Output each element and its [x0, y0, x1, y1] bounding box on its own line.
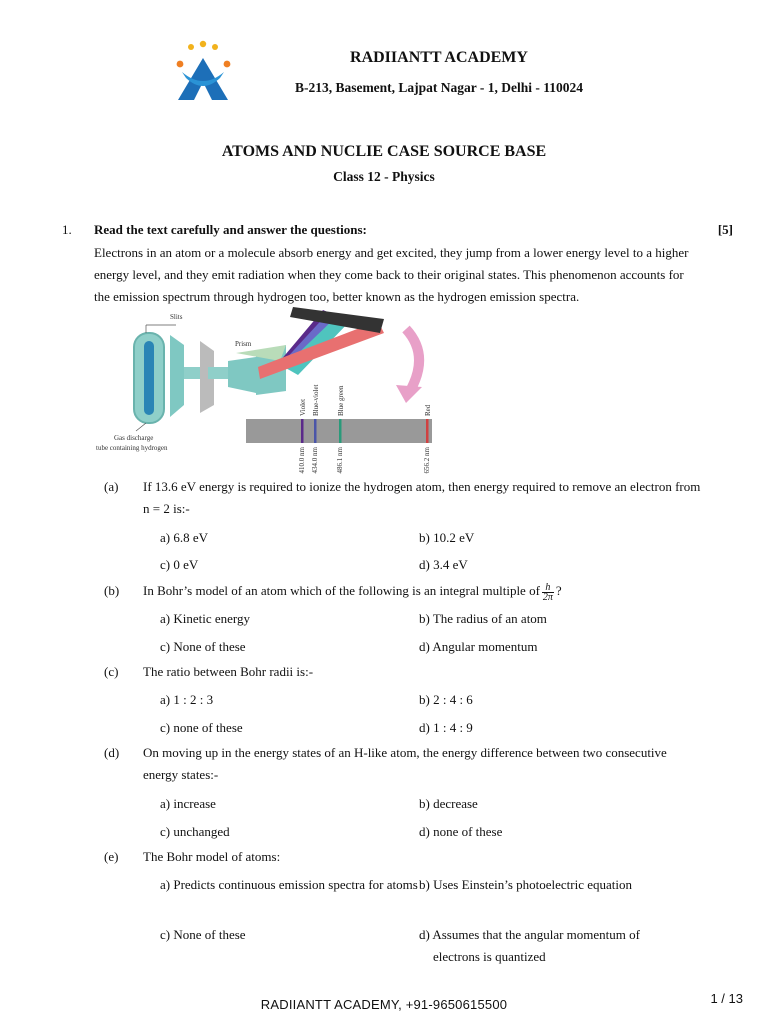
option-b: b) 2 : 4 : 6 [419, 692, 473, 707]
spectral-line-wavelength: 486.1 nm [336, 447, 344, 474]
spectral-line-wavelength: 434.0 nm [311, 447, 319, 474]
option-d: d) Angular momentum [419, 639, 538, 654]
subquestion-text-part: In Bohr’s model of an atom which of the following is an integral multiple of [143, 583, 540, 598]
option-d: d) none of these [419, 824, 503, 839]
hydrogen-spectrum-diagram [88, 305, 438, 477]
slits-label: Slits [170, 313, 183, 321]
option-a: a) Predicts continuous emission spectra for atoms [160, 877, 418, 892]
subquestion-label: (c) [104, 664, 119, 679]
question-number: 1. [62, 222, 72, 237]
subquestion-label: (b) [104, 583, 120, 598]
option-a: a) 1 : 2 : 3 [160, 692, 214, 707]
spectral-line-name: Violet [299, 398, 307, 416]
page-number: 1 / 13 [710, 991, 743, 1006]
subquestion-text: In Bohr’s model of an atom which of the following is an integral multiple of $\frac{h}{2\pi}$ ? [143, 581, 562, 603]
subquestion-text: The Bohr model of atoms: [143, 849, 281, 864]
prism-label: Prism [235, 340, 252, 348]
question-passage: Electrons in an atom or a molecule absorb energy and get excited, they jump from a lower energy level to a higher energy level, and they emit radiation when they come back to their original states. This phenomenon accounts for the emission spectrum through hydrogen too, better known as the hydrogen emission spectra. [94, 245, 689, 304]
option-d: d) Assumes that the angular momentum of electrons is quantized [419, 927, 640, 964]
option-d: d) 3.4 eV [419, 557, 468, 572]
option-c: c) unchanged [160, 824, 230, 839]
subquestion-label: (e) [104, 849, 119, 864]
document-subtitle: Class 12 - Physics [333, 169, 435, 184]
option-c: c) None of these [160, 639, 246, 654]
footer-contact: RADIIANTT ACADEMY, +91-9650615500 [260, 997, 508, 1012]
document-title: ATOMS AND NUCLIE CASE SOURCE BASE [221, 143, 547, 160]
option-a: a) Kinetic energy [160, 611, 250, 626]
institute-name: RADIIANTT ACADEMY [350, 49, 528, 66]
option-b: b) Uses Einstein’s photoelectric equation [419, 877, 633, 892]
option-b: b) 10.2 eV [419, 530, 475, 545]
option-c: c) None of these [160, 927, 246, 942]
question-instruction: Read the text carefully and answer the questions: [94, 222, 367, 237]
option-c: c) 0 eV [160, 557, 199, 572]
subquestion-text: If 13.6 eV energy is required to ionize the hydrogen atom, then energy required to remove an electron from n = 2 is:- [143, 479, 701, 516]
spectral-line-wavelength: 656.2 nm [423, 447, 431, 474]
option-b: b) The radius of an atom [419, 611, 547, 626]
option-d: d) 1 : 4 : 9 [419, 720, 473, 735]
subquestion-label: (d) [104, 745, 120, 760]
h-over-2pi-fraction: $\frac{h}{2\pi}$ [542, 581, 553, 603]
tube-label-2: tube containing hydrogen [96, 444, 168, 452]
tube-label-1: Gas discharge [114, 434, 154, 442]
institute-address: B-213, Basement, Lajpat Nagar - 1, Delhi - 110024 [294, 80, 584, 95]
option-a: a) increase [160, 796, 216, 811]
question-marks: [5] [717, 222, 733, 237]
spectral-line-name: Blue green [337, 385, 345, 416]
spectral-line-wavelength: 410.0 nm [298, 447, 306, 474]
spectral-line-name: Blue-violet [312, 384, 320, 416]
option-a: a) 6.8 eV [160, 530, 209, 545]
subquestion-text: On moving up in the energy states of an H-like atom, the energy difference between two consecutive energy states:- [143, 745, 667, 782]
spectral-line-name: Red [424, 404, 432, 416]
option-c: c) none of these [160, 720, 243, 735]
option-b: b) decrease [419, 796, 478, 811]
subquestion-text: The ratio between Bohr radii is:- [143, 664, 314, 679]
subquestion-label: (a) [104, 479, 119, 494]
